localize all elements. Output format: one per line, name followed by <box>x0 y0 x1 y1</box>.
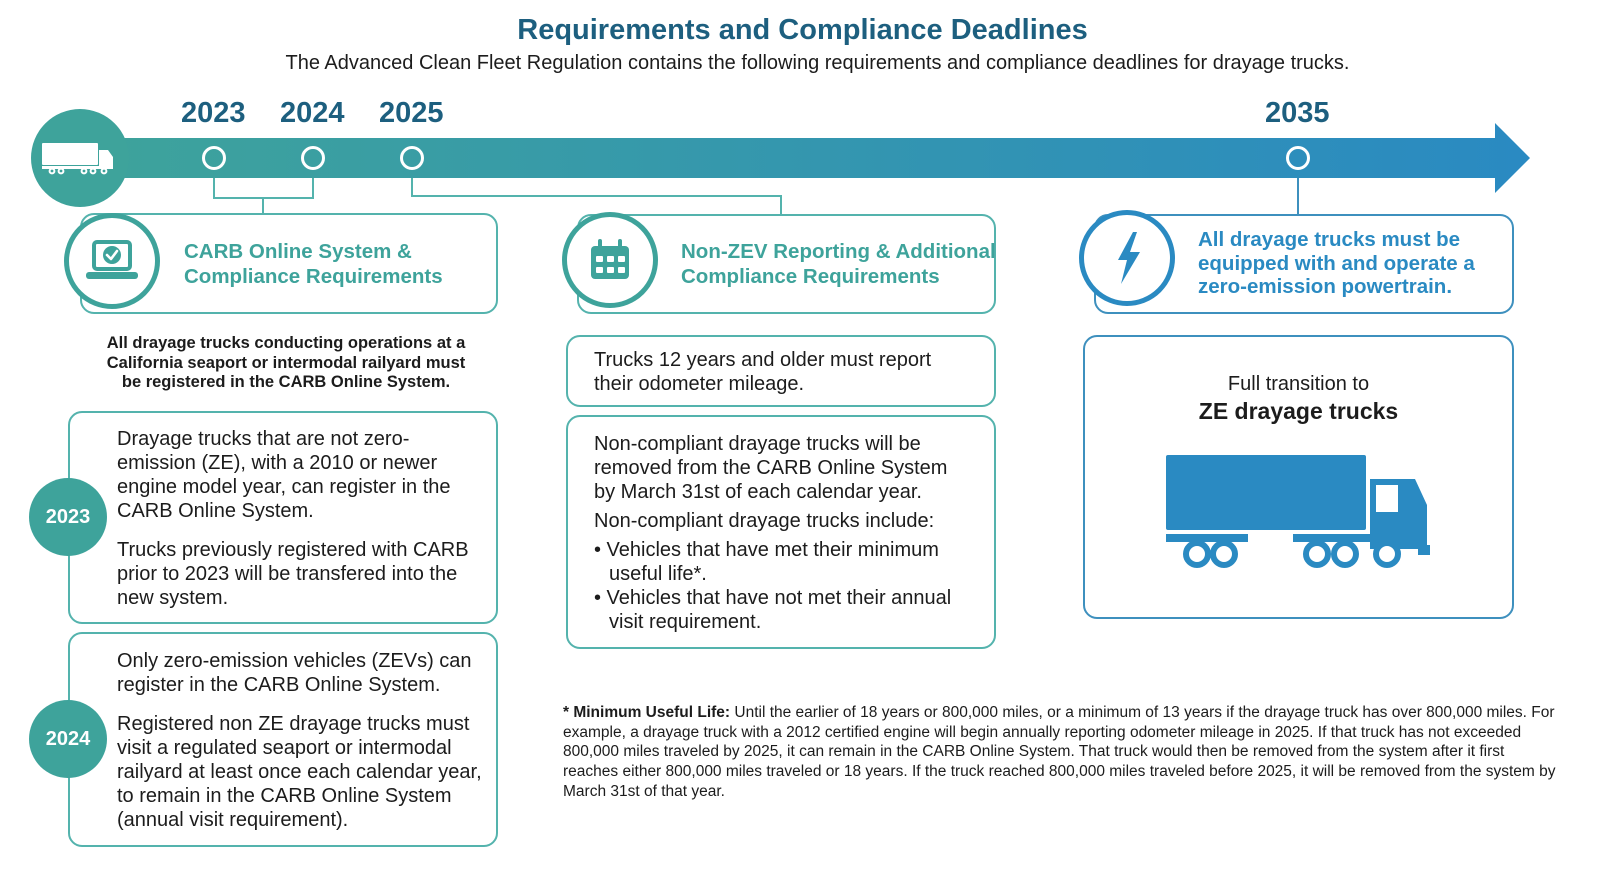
page-title: Requirements and Compliance Deadlines <box>517 14 1088 46</box>
odometer-report-text: Trucks 12 years and older must report their odometer mileage. <box>594 349 932 395</box>
year-label-2024: 2024 <box>280 97 345 129</box>
badge-2024: 2024 <box>29 700 107 778</box>
calendar-icon <box>567 217 653 303</box>
laptop-check-icon <box>69 218 155 304</box>
ze-truck-icon <box>1160 450 1440 575</box>
footnote <box>563 703 1563 802</box>
badge-2023: 2023 <box>29 478 107 556</box>
year-label-2035: 2035 <box>1265 97 1330 129</box>
ze-transition-line1: Full transition to <box>1227 373 1370 395</box>
requirements-2024-text: Only zero-emission vehicles (ZEVs) can register in the CARB Online System. Registered non ZE drayage trucks must visit a regulated seaport or intermodal railyard at least once each calendar year, to remain in the CARB Online System (annual visit requirement). <box>117 650 482 831</box>
bullet-annual-visit: • Vehicles that have not met their annual visit requirement. <box>594 587 952 633</box>
footnote-text: Until the earlier of 18 years or 800,000 miles, or a minimum of 13 years if the drayage truck has over 800,000 miles. For example, a drayage truck with a 2012 certified engine will begin annually reporting odometer mileage in 2025. If that truck has not exceeded 800,000 miles traveled by 2025, it can remain in the CARB Online System. That truck would then be removed from the system after it first reaches either 800,000 miles traveled or 18 years. If the truck reached 800,000 miles traveled before 2025, it will be removed from the system by March 31st of that year. <box>563 704 1556 800</box>
bracket-2023-2024 <box>214 178 313 214</box>
year-label-2023: 2023 <box>181 97 246 129</box>
carb-online-icon-circle <box>64 213 160 309</box>
non-zev-title: Non-ZEV Reporting & Additional Compliance Requirements <box>681 240 996 288</box>
footnote-label: * Minimum Useful Life: <box>563 704 731 721</box>
carb-online-note: All drayage trucks conducting operations at a California seaport or intermodal railyard must be registered in the CARB Online System. <box>106 334 466 391</box>
requirements-2023-text: Drayage trucks that are not zero-emission (ZE), with a 2010 or newer engine model year, can register in the CARB Online System. Trucks previously registered with CARB prior to 2023 will be transfered into the new system. <box>117 428 469 609</box>
year-label-2025: 2025 <box>379 97 444 129</box>
carb-online-title: CARB Online System & Compliance Requirements <box>184 240 443 288</box>
page-subtitle: The Advanced Clean Fleet Regulation contains the following requirements and compliance deadlines for drayage trucks. <box>285 52 1350 74</box>
bullet-minimum-useful-life: • Vehicles that have met their minimum useful life*. <box>594 539 939 585</box>
ze-transition-line2: ZE drayage trucks <box>1198 398 1399 424</box>
non-zev-icon-circle <box>562 212 658 308</box>
non-compliant-text: Non-compliant drayage trucks will be removed from the CARB Online System by March 31st of each calendar year. Non-compliant drayage trucks include: • Vehicles that have met their minimum useful life*. • Vehicles that have not met their annual visit requirement. <box>594 432 974 634</box>
ze-title: All drayage trucks must be equipped with and operate a zero-emission powertrain. <box>1198 228 1475 298</box>
connector-2025 <box>412 178 781 215</box>
lightning-bolt-icon <box>1084 215 1170 301</box>
ze-icon-circle <box>1079 210 1175 306</box>
timeline-arrow <box>80 123 1530 193</box>
